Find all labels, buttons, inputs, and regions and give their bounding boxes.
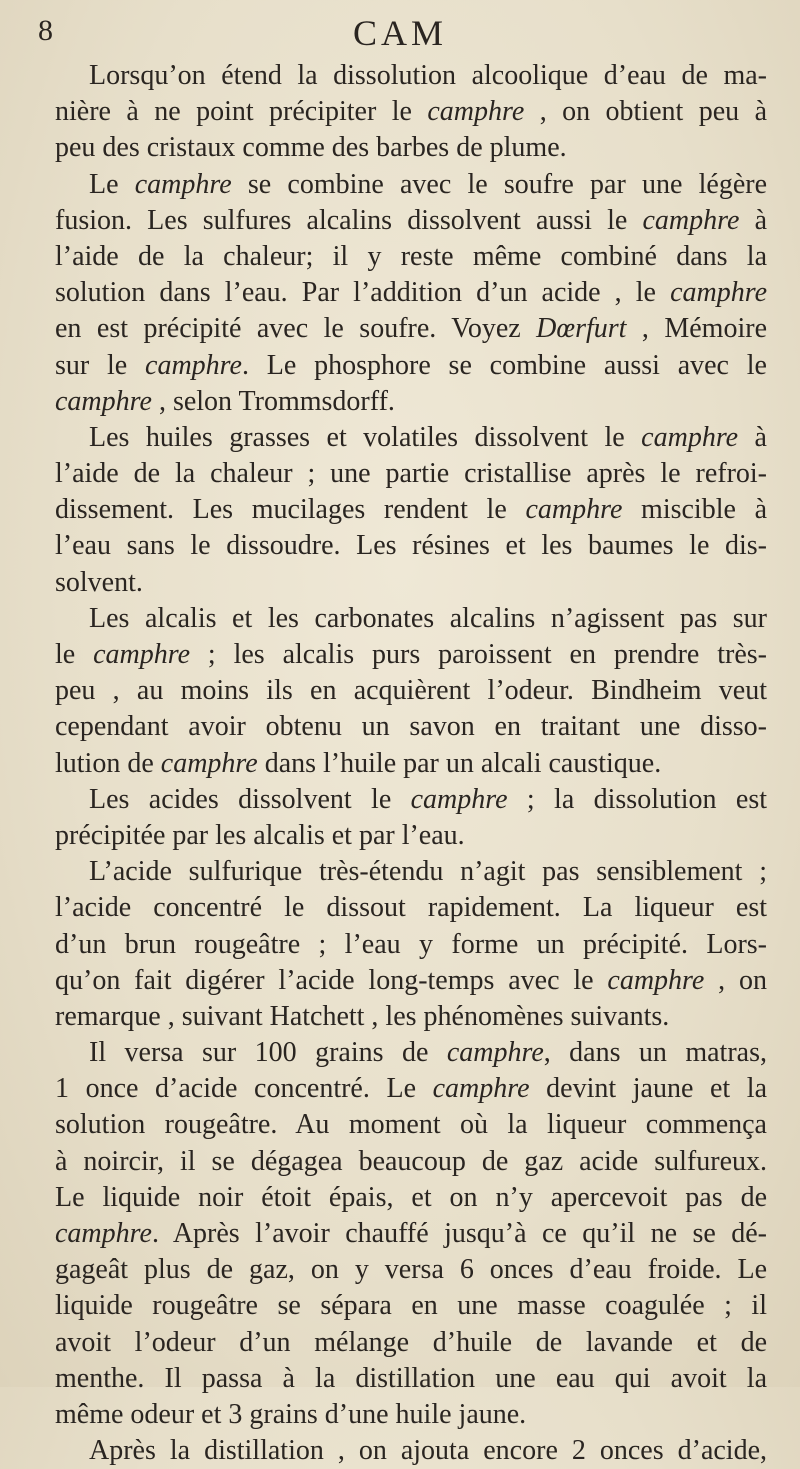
text-line: liquide rougeâtre se sépara en une masse coagulée ; il [55,1290,767,1322]
text-line: gageât plus de gaz, on y versa 6 onces d’eau froide. Le [55,1254,767,1286]
body-text [55,58,767,1469]
text-line: en est précipité avec le soufre. Voyez Dœrfurt , Mémoire [55,313,767,345]
text-line: cependant avoir obtenu un savon en traitant une disso- [55,711,767,743]
text-line: d’un brun rougeâtre ; l’eau y forme un précipité. Lors- [55,928,767,960]
text-line: L’acide sulfurique très-étendu n’agit pas sensiblement ; [89,856,767,888]
text-line: peu , au moins ils en acquièrent l’odeur. Bindheim veut [55,675,767,707]
text-line: l’eau sans le dissoudre. Les résines et les baumes le dis- [55,530,767,562]
text-line: Il versa sur 100 grains de camphre, dans un matras, [89,1037,767,1069]
text-line: Lorsqu’on étend la dissolution alcoolique d’eau de ma- [89,60,767,91]
text-line: avoit l’odeur d’un mélange d’huile de lavande et de [55,1326,767,1358]
running-head-title: CAM [352,13,448,53]
text-line: l’aide de la chaleur ; une partie cristallise après le refroi- [55,458,767,490]
text-line: Après la distillation , on ajouta encore 2 onces d’acide, [89,1435,767,1467]
text-line: fusion. Les sulfures alcalins dissolvent aussi le camphre à [55,204,767,236]
text-line: l’acide concentré le dissout rapidement. La liqueur est [55,892,767,924]
text-line: nière à ne point précipiter le camphre , on obtient peu à [55,96,767,128]
text-line: Les alcalis et les carbonates alcalins n’agissent pas sur [89,602,767,634]
text-line: dissement. Les mucilages rendent le camphre miscible à [55,494,768,526]
text-line: Le camphre se combine avec le soufre par une légère [89,168,767,200]
text-line: à noircir, il se dégagea beaucoup de gaz acide sulfureux. [55,1145,767,1177]
text-line: qu’on fait digérer l’acide long-temps avec le camphre , on [55,964,768,996]
text-line: remarque , suivant Hatchett , les phénomènes suivants. [55,1000,670,1032]
text-line: peu des cristaux comme des barbes de plume. [55,132,567,164]
text-line: Le liquide noir étoit épais, et on n’y apercevoit pas de [55,1181,767,1213]
text-line: solvent. [55,566,143,598]
text-line: solution rougeâtre. Au moment où la liqueur commença [55,1109,767,1141]
text-line: même odeur et 3 grains d’une huile jaune. [55,1398,527,1430]
text-line: Les huiles grasses et volatiles dissolvent le camphre à [89,421,767,453]
running-head [38,10,762,54]
text-line: 1 once d’acide concentré. Le camphre devint jaune et la [55,1073,767,1105]
text-line: sur le camphre. Le phosphore se combine aussi avec le [55,349,767,381]
text-line: Les acides dissolvent le camphre ; la dissolution est [89,783,767,815]
text-line: précipitée par les alcalis et par l’eau. [55,819,465,851]
text-line: camphre , selon Trommsdorff. [55,385,395,417]
page-number: 8 [38,14,53,47]
text-line: lution de camphre dans l’huile par un alcali caustique. [55,747,662,779]
text-line: camphre. Après l’avoir chauffé jusqu’à ce qu’il ne se dé- [55,1218,767,1249]
text-line: solution dans l’eau. Par l’addition d’un acide , le camphre [55,277,767,309]
text-line: le camphre ; les alcalis purs paroissent en prendre très- [55,639,767,670]
text-line: menthe. Il passa à la distillation une eau qui avoit la [55,1362,767,1394]
text-line: l’aide de la chaleur; il y reste même combiné dans la [55,240,767,272]
